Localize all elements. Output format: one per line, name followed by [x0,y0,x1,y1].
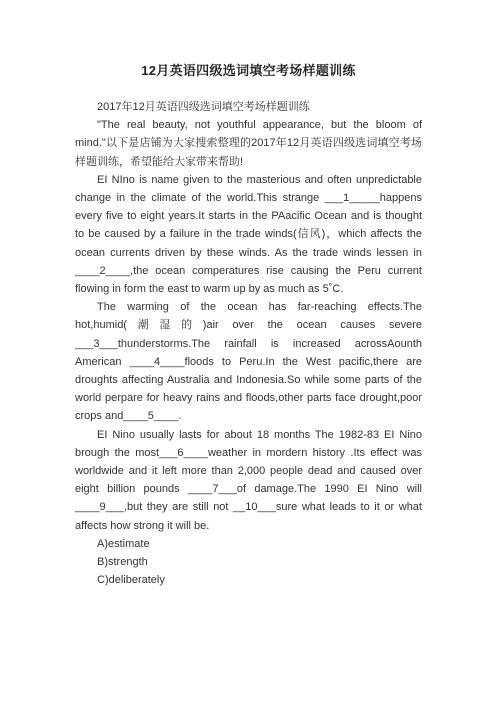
option-b: B)strength [97,556,148,569]
option-c: C)deliberately [97,574,165,587]
paragraph-body-1: EI NIno is name given to the masterious and often unpredictable change in the climate of the world.This strange ___1_____happens every five to eight years.It starts in the PAacific Ocean and is thought to be caused by a failure in the trade winds(信风)，which affects the ocean currents driven by these winds. As the trade winds lessen in ____2____,the ocean comperatures rise causing the Peru current flowing in form the east to warm up by as much as 5˚C. [75,173,422,296]
paragraph-subtitle: 2017年12月英语四级选词填空考场样题训练 [97,101,310,113]
paragraph-body-2: The warming of the ocean has far-reaching effects.The hot,humid(潮湿的)air over the ocean causes severe ___3___thunderstorms.The rainfall is increased acrossAounth American ____4____floods to Peru.In the West pacific,there are droughts affecting Australia and Indonesia.So while some parts of the world perpare for heavy rains and floods,other parts face drought,poor crops and____5____. [75,301,422,423]
paragraph-intro: "The real beauty, not youthful appearance, but the bloom of mind."以下是店铺为大家搜索整理的2017年12月英语四级选词填空考场样题训练，希望能给大家带来帮助! [75,119,422,168]
document-title: 12月英语四级选词填空考场样题训练 [141,63,356,78]
option-a: A)estimate [97,537,150,550]
paragraph-body-3: EI Nino usually lasts for about 18 months The 1982-83 EI Nino brough the most___6____weather in mordern history .Its effect was worldwide and it left more than 2,000 people dead and caused over eight billion pounds ____7___of damage.The 1990 EI Nino will ____9___,but they are still not __10___sure what leads to it or what affects how strong it will be. [75,428,422,532]
